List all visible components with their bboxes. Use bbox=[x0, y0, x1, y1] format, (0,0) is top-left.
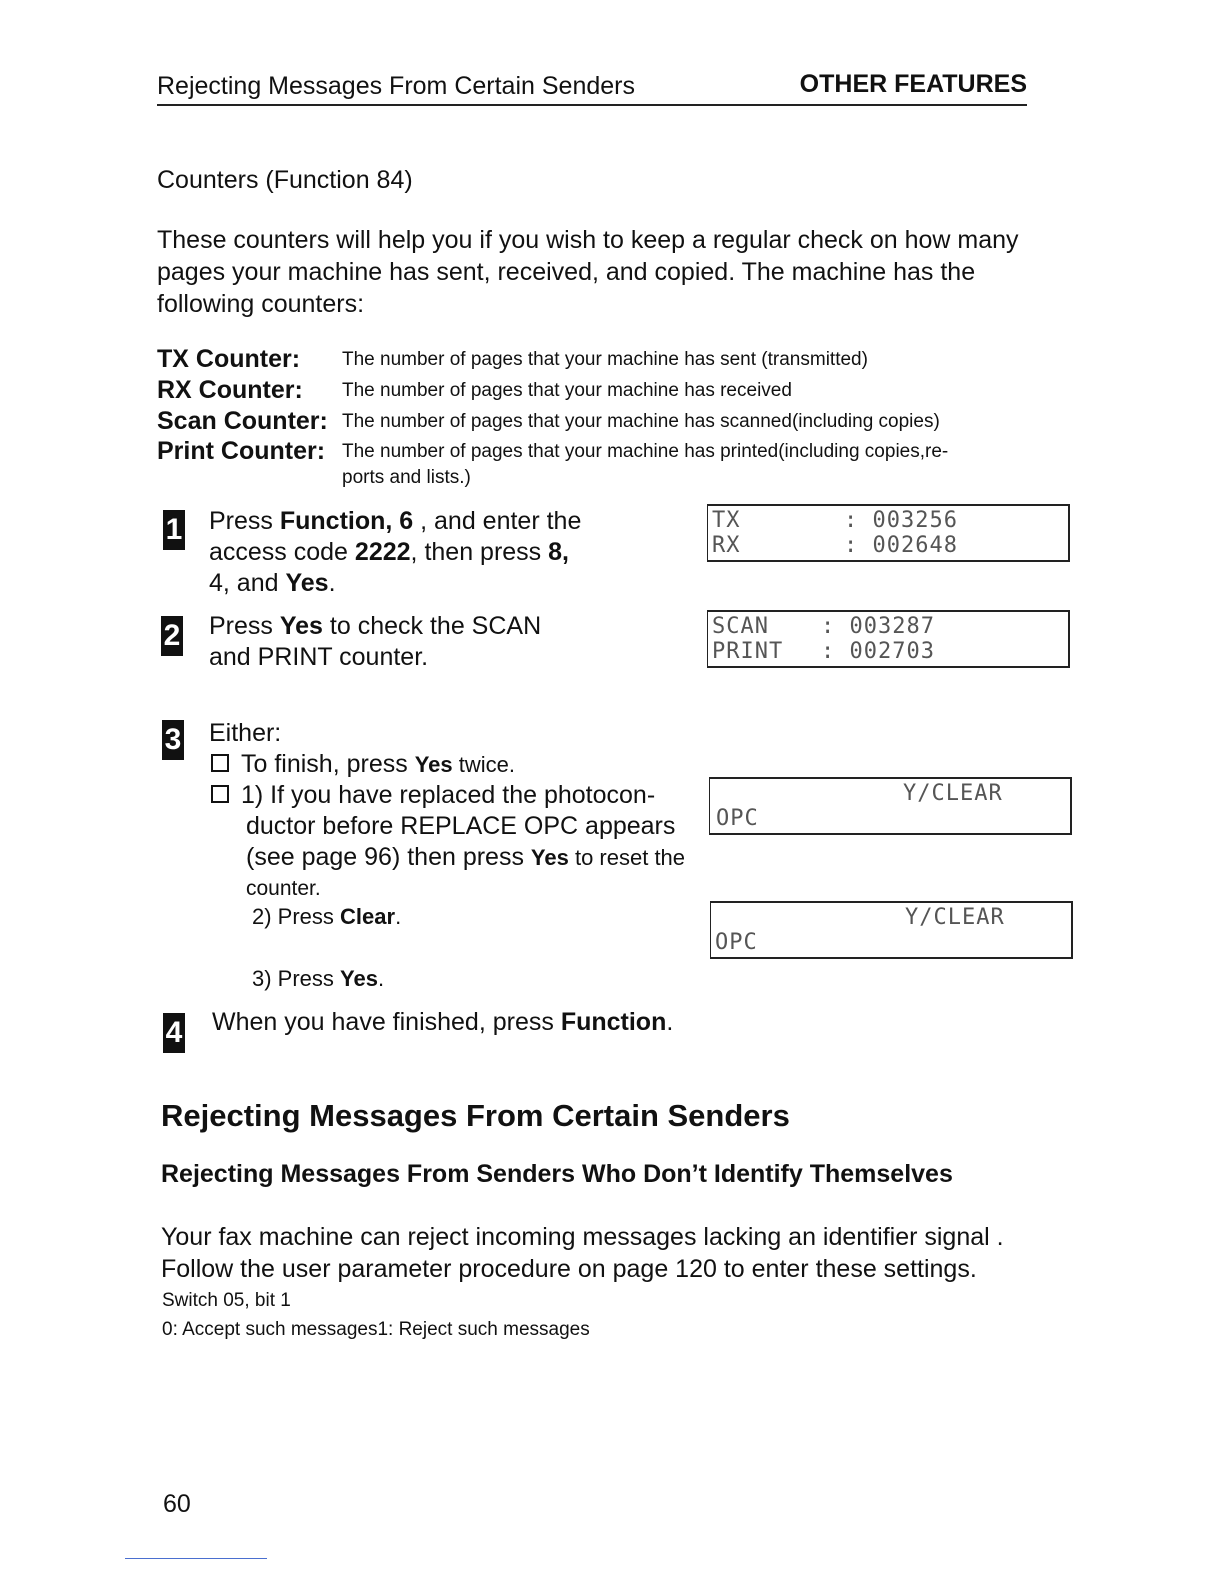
step-text: access code bbox=[209, 538, 355, 566]
step-text: , and enter the bbox=[413, 507, 582, 535]
step-1-text bbox=[209, 506, 679, 599]
step-text: , then press bbox=[410, 538, 549, 566]
step-text: 1) If you have replaced the photocon- bbox=[241, 781, 656, 809]
step-text: , and bbox=[222, 569, 286, 597]
header-chapter-title: OTHER FEATURES bbox=[799, 70, 1027, 98]
step-text: and PRINT counter. bbox=[209, 643, 429, 671]
switch-setting: Switch 05, bit 1 bbox=[162, 1290, 291, 1311]
lcd-label: SCAN bbox=[712, 614, 769, 639]
step-text: 3) Press bbox=[252, 966, 341, 991]
step-number-3: 3 bbox=[162, 720, 184, 760]
step-3-option-finish bbox=[211, 749, 515, 780]
definition-desc: The number of pages that your machine has scanned(including copies) bbox=[342, 411, 940, 432]
definition-desc-continued: ports and lists.) bbox=[342, 467, 471, 488]
step-text: to check the SCAN bbox=[322, 612, 542, 640]
step-text: When you have finished, press bbox=[212, 1008, 561, 1036]
key-name: 4 bbox=[209, 569, 223, 597]
lcd-tx-rx-display bbox=[707, 504, 1070, 562]
step-text: . bbox=[377, 966, 385, 991]
step-4-text bbox=[212, 1007, 673, 1038]
step-3-either: Either: bbox=[209, 719, 282, 747]
step-3-press-clear bbox=[252, 904, 401, 930]
step-text: . bbox=[395, 904, 402, 929]
key-name: Clear bbox=[340, 904, 396, 929]
lcd-label: RX bbox=[712, 533, 741, 558]
key-name: Yes bbox=[279, 612, 323, 640]
step-number-4: 4 bbox=[163, 1013, 185, 1053]
definition-desc: The number of pages that your machine has sent (transmitted) bbox=[342, 349, 868, 370]
step-3-option-reset bbox=[211, 780, 685, 904]
definition-desc: The number of pages that your machine has received bbox=[342, 380, 792, 401]
counters-heading: Counters (Function 84) bbox=[157, 166, 413, 194]
definition-term: Scan Counter: bbox=[157, 407, 328, 435]
step-text: 2) Press bbox=[252, 904, 341, 929]
lcd-prompt: Y/CLEAR bbox=[905, 905, 1005, 930]
lcd-label: PRINT bbox=[712, 639, 784, 664]
step-text: . bbox=[666, 1008, 674, 1036]
definition-term: RX Counter: bbox=[157, 376, 303, 404]
key-name: Yes bbox=[285, 569, 329, 597]
body-line: Your fax machine can reject incoming messages lacking an identifier signal . bbox=[161, 1223, 1004, 1251]
step-2-text bbox=[209, 611, 679, 673]
key-name: Yes bbox=[530, 845, 569, 870]
key-name: Function, 6 bbox=[279, 507, 414, 535]
definition-desc: The number of pages that your machine has printed(including copies,re- bbox=[342, 441, 949, 462]
step-text: twice. bbox=[452, 752, 515, 777]
checkbox-icon bbox=[211, 785, 229, 803]
step-number-1: 1 bbox=[163, 510, 185, 550]
lcd-value: : 003287 bbox=[821, 614, 935, 639]
footer-rule bbox=[125, 1558, 267, 1559]
step-text: Press bbox=[209, 612, 280, 640]
rejecting-body bbox=[161, 1221, 1041, 1285]
counters-intro bbox=[157, 224, 1037, 320]
step-3-press-yes bbox=[252, 966, 384, 992]
intro-line: These counters will help you if you wish to keep a regular check on how many bbox=[157, 226, 1019, 254]
lcd-opc-display-2 bbox=[710, 901, 1073, 959]
step-text: Press bbox=[209, 507, 280, 535]
lcd-value: : 002703 bbox=[821, 639, 935, 664]
intro-line: following counters: bbox=[157, 290, 365, 318]
step-text: ductor before REPLACE OPC appears bbox=[246, 812, 676, 840]
key-name: Yes bbox=[414, 752, 453, 777]
rejecting-subheading: Rejecting Messages From Senders Who Don’t Identify Themselves bbox=[161, 1160, 953, 1188]
lcd-value: : 003256 bbox=[844, 508, 958, 533]
page-number: 60 bbox=[163, 1490, 191, 1518]
checkbox-icon bbox=[211, 754, 229, 772]
lcd-label: OPC bbox=[715, 930, 758, 955]
step-text: counter. bbox=[246, 877, 321, 900]
switch-values: 0: Accept such messages1: Reject such messages bbox=[162, 1319, 590, 1340]
step-text: (see page 96) then press bbox=[246, 843, 531, 871]
lcd-value: : 002648 bbox=[844, 533, 958, 558]
lcd-label: TX bbox=[712, 508, 741, 533]
lcd-prompt: Y/CLEAR bbox=[903, 781, 1003, 806]
access-code: 2222 bbox=[354, 538, 411, 566]
lcd-scan-print-display bbox=[707, 610, 1070, 668]
header-section-title: Rejecting Messages From Certain Senders bbox=[157, 72, 635, 100]
step-text: To finish, press bbox=[241, 750, 415, 778]
lcd-opc-display bbox=[709, 777, 1072, 835]
key-name: Function bbox=[560, 1008, 667, 1036]
step-text: to reset the bbox=[568, 845, 686, 870]
key-name: Yes bbox=[340, 966, 378, 991]
lcd-label: OPC bbox=[716, 806, 759, 831]
rejecting-heading: Rejecting Messages From Certain Senders bbox=[161, 1098, 790, 1133]
definition-term: Print Counter: bbox=[157, 437, 326, 465]
definition-term: TX Counter: bbox=[157, 345, 301, 373]
body-line: Follow the user parameter procedure on page 120 to enter these settings. bbox=[161, 1255, 977, 1283]
key-name: 8, bbox=[548, 538, 569, 566]
step-text: . bbox=[328, 569, 336, 597]
step-number-2: 2 bbox=[161, 616, 183, 656]
intro-line: pages your machine has sent, received, and copied. The machine has the bbox=[157, 258, 976, 286]
running-header bbox=[157, 70, 1027, 106]
